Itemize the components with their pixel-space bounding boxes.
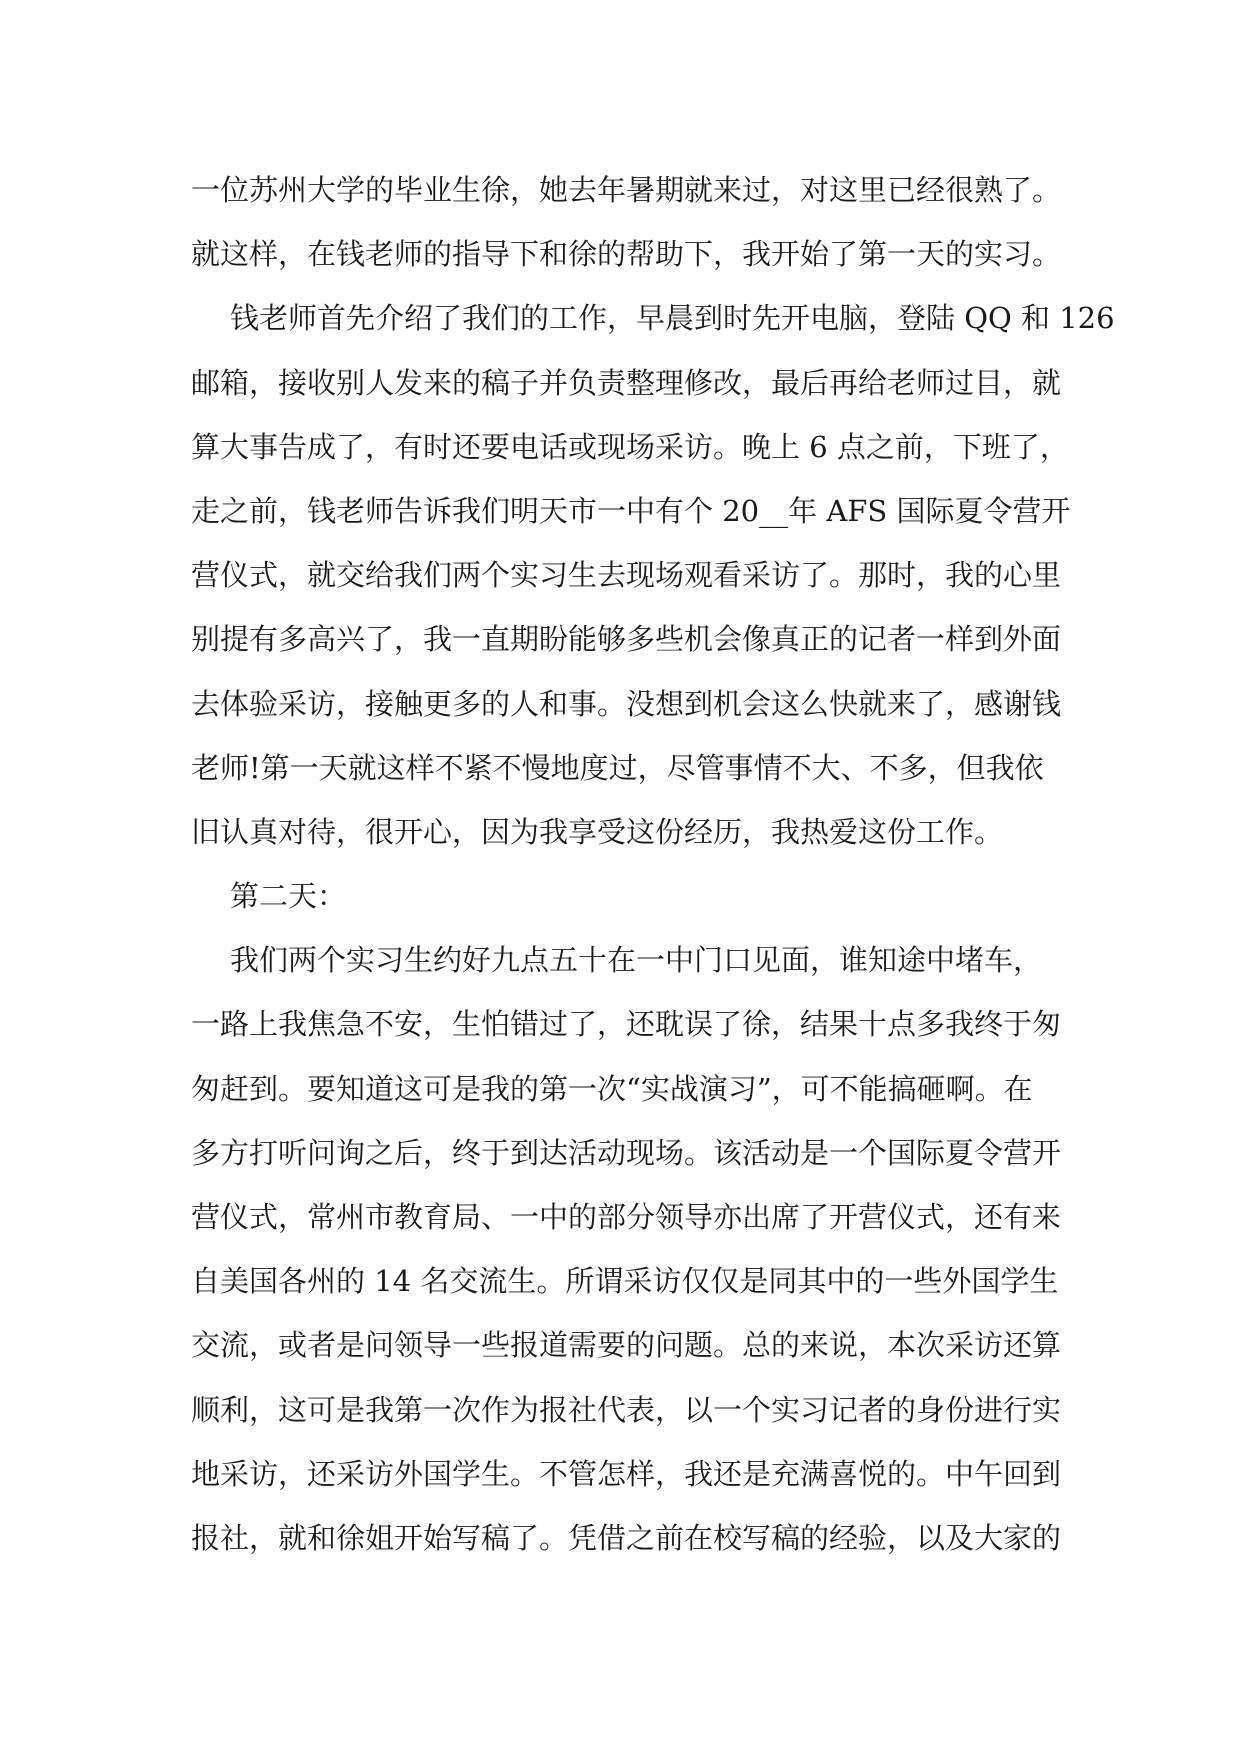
text-line: 一位苏州大学的毕业生徐，她去年暑期就来过，对这里已经很熟了。 — [191, 173, 1062, 207]
text-line: 我们两个实习生约好九点五十在一中门口见面，谁知途中堵车， — [230, 943, 1043, 978]
text-line: 一路上我焦急不安，生怕错过了，还耽误了徐，结果十点多我终于匆 — [191, 1007, 1062, 1042]
text-line: 老师!第一天就这样不紧不慢地度过，尽管事情不大、不多，但我依 — [191, 750, 1044, 785]
text-line: 走之前，钱老师告诉我们明天市一中有个 20__年 AFS 国际夏令营开 — [191, 493, 1071, 528]
text-line: 顺利，这可是我第一次作为报社代表，以一个实习记者的身份进行实 — [191, 1392, 1062, 1427]
text-line: 第二天： — [230, 879, 347, 914]
text-line: 去体验采访，接触更多的人和事。没想到机会这么快就来了，感谢钱 — [191, 686, 1062, 721]
text-line: 旧认真对待，很开心，因为我享受这份经历，我热爱这份工作。 — [191, 814, 1004, 849]
text-line: 别提有多高兴了，我一直期盼能够多些机会像真正的记者一样到外面 — [191, 622, 1062, 657]
body-text — [191, 158, 1115, 1570]
text-line: 钱老师首先介绍了我们的工作，早晨到时先开电脑，登陆 QQ 和 126 — [230, 301, 1115, 336]
text-line: 交流，或者是问领导一些报道需要的问题。总的来说，本次采访还算 — [191, 1328, 1062, 1363]
text-line: 多方打听问询之后，终于到达活动现场。该活动是一个国际夏令营开 — [191, 1135, 1062, 1170]
text-line: 就这样，在钱老师的指导下和徐的帮助下，我开始了第一天的实习。 — [191, 237, 1062, 272]
text-line: 地采访，还采访外国学生。不管怎样，我还是充满喜悦的。中午回到 — [191, 1456, 1062, 1491]
text-line: 匆赶到。要知道这可是我的第一次“实战演习”，可不能搞砸啊。在 — [191, 1071, 1033, 1106]
text-line: 邮箱，接收别人发来的稿子并负责整理修改，最后再给老师过目，就 — [191, 365, 1062, 400]
text-line: 营仪式，常州市教育局、一中的部分领导亦出席了开营仪式，还有来 — [191, 1200, 1062, 1234]
text-line: 自美国各州的 14 名交流生。所谓采访仅仅是同其中的一些外国学生 — [191, 1264, 1059, 1299]
text-line: 报社，就和徐姐开始写稿了。凭借之前在校写稿的经验，以及大家的 — [191, 1520, 1062, 1555]
text-line: 营仪式，就交给我们两个实习生去现场观看采访了。那时，我的心里 — [191, 558, 1062, 593]
text-line: 算大事告成了，有时还要电话或现场采访。晚上 6 点之前，下班了， — [191, 429, 1069, 464]
